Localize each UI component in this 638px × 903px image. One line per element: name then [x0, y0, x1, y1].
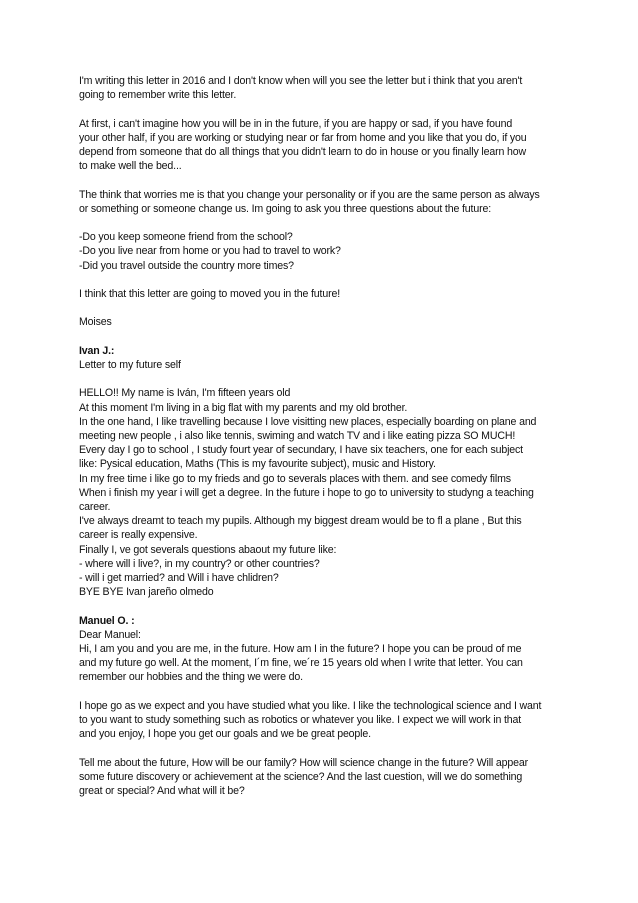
manuel-paragraph-1: [79, 642, 588, 685]
text-line: to you want to study something such as robotics or whatever you like. I expect we will work in that: [79, 714, 522, 726]
manuel-heading: Manuel O. :: [79, 614, 135, 627]
text-line: - where will i live?, in my country? or other countries?: [79, 557, 320, 570]
moises-worries-paragraph: [79, 188, 588, 216]
text-line: In my free time i like go to my frieds and go to severals places with them. and see comedy films: [79, 472, 511, 485]
text-line: I think that this letter are going to moved you in the future!: [79, 287, 340, 300]
text-line: When i finish my year i will get a degree. In the future i hope to go to university to studyng a teaching: [79, 486, 534, 499]
text-line: I hope go as we expect and you have studied what you like. I like the technological science and I want: [79, 699, 542, 712]
text-line: and you enjoy, I hope you get our goals and we be great people.: [79, 728, 371, 741]
text-line: Hi, I am you and you are me, in the future. How am I in the future? I hope you can be proud of me: [79, 643, 522, 655]
text-line: or something or someone change us. Im going to ask you three questions about the future:: [79, 202, 491, 215]
moises-signature: [79, 315, 588, 329]
text-line: depend from someone that do all things that you didn't learn to do in house or you finally learn how: [79, 146, 526, 158]
text-line: At this moment I'm living in a big flat with my parents and my old brother.: [79, 401, 408, 414]
question-item: -Do you live near from home or you had to travel to work?: [79, 245, 341, 258]
text-line: I've always dreamt to teach my pupils. Although my biggest dream would be to fl a plane , But this: [79, 515, 522, 528]
ivan-title: Letter to my future self: [79, 358, 181, 371]
text-line: meeting new people , i also like tennis, swiming and watch TV and i like eating pizza SO MUCH!: [79, 429, 516, 442]
signature-text: Moises: [79, 316, 112, 329]
question-item: -Do you keep someone friend from the school?: [79, 231, 293, 244]
ivan-letter: [79, 344, 588, 372]
text-line: In the one hand, I like travelling because I love visitting new places, especially boarding on plane and: [79, 415, 537, 428]
text-line: career.: [79, 500, 111, 513]
text-line: - will i get married? and Will i have chlidren?: [79, 572, 279, 584]
text-line: The think that worries me is that you change your personality or if you are the same person as always: [79, 188, 540, 201]
text-line: BYE BYE Ivan jareño olmedo: [79, 586, 214, 599]
ivan-body: [79, 386, 588, 599]
text-line: HELLO!! My name is Iván, I'm fifteen years old: [79, 387, 291, 400]
text-line: Tell me about the future, How will be our family? How will science change in the future? Will appear: [79, 756, 528, 769]
moises-intro-paragraph: [79, 74, 588, 102]
text-line: Every day I go to school , I study fourt year of secundary, I have six teachers, one for each subject: [79, 444, 523, 457]
ivan-heading: Ivan J.:: [79, 344, 115, 357]
text-line: remember our hobbies and the thing we were do.: [79, 671, 303, 684]
text-line: your other half, if you are working or studying near or far from home and you like that you do, if you: [79, 131, 527, 144]
question-item: -Did you travel outside the country more times?: [79, 259, 294, 272]
text-line: like: Pysical education, Maths (This is my favourite subject), music and History.: [79, 458, 436, 471]
manuel-paragraph-2: [79, 699, 588, 742]
text-line: and my future go well. At the moment, I´m fine, we´re 15 years old when I write that letter. You can: [79, 657, 523, 670]
text-line: I'm writing this letter in 2016 and I don't know when will you see the letter but i think that you aren't: [79, 75, 523, 87]
text-line: Finally I, ve got severals questions abaout my future like:: [79, 543, 337, 556]
text-line: great or special? And what will it be?: [79, 785, 245, 797]
text-line: some future discovery or achievement at the science? And the last cuestion, will we do something: [79, 770, 523, 783]
text-line: At first, i can't imagine how you will be in in the future, if you are happy or sad, if you have found: [79, 117, 513, 130]
moises-first-paragraph: [79, 117, 588, 174]
manuel-paragraph-3: [79, 756, 588, 799]
manuel-letter-header: [79, 614, 588, 642]
text-line: career is really expensive.: [79, 529, 198, 542]
text-line: going to remember write this letter.: [79, 89, 237, 102]
moises-questions-list: [79, 230, 588, 273]
moises-closing: [79, 287, 588, 301]
manuel-greeting: Dear Manuel:: [79, 628, 141, 641]
text-line: to make well the bed...: [79, 160, 182, 173]
